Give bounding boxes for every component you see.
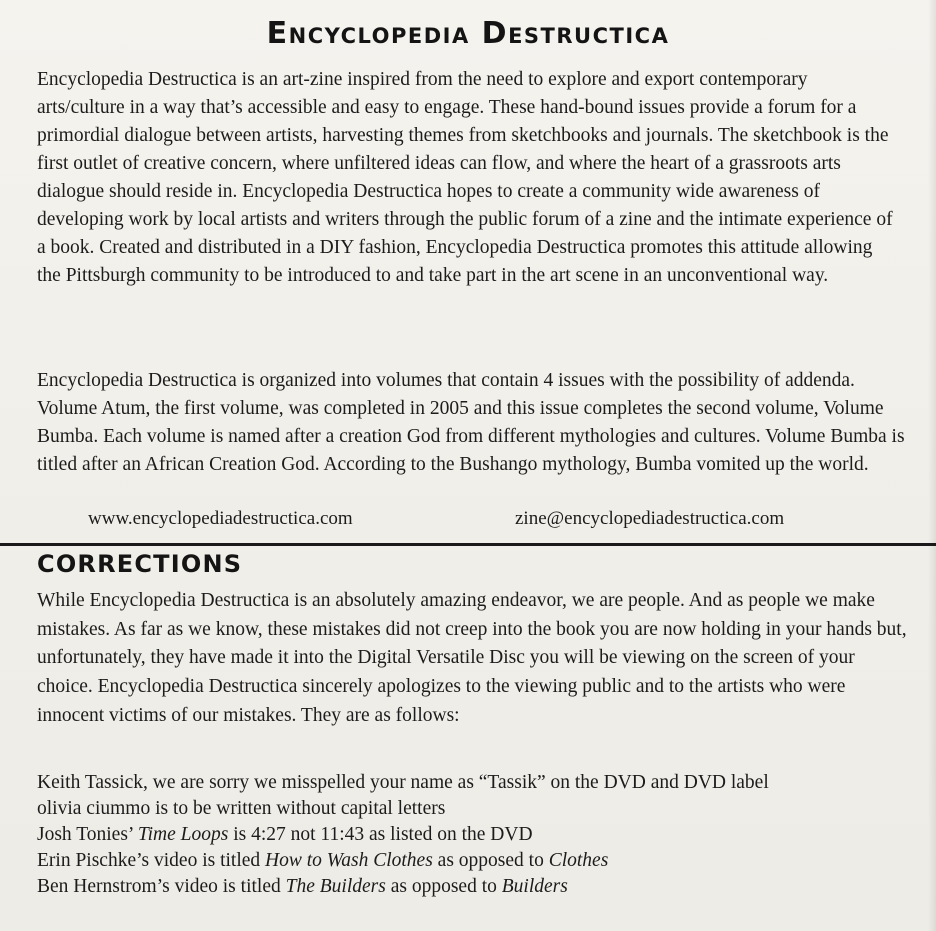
work-title: How to Wash Clothes	[265, 850, 433, 871]
corrections-body: While Encyclopedia Destructica is an absolutely amazing endeavor, we are people. And as people we make mistakes. As far as we know, these mistakes did not creep into the book you are now holding in your hands but, unfortunately, they have made it into the Digital Versatile Disc you will be viewing on the screen of your choice. Encyclopedia Destructica sincerely apologizes to the viewing public and to the artists who were innocent victims of our mistakes. They are as follows:	[37, 590, 907, 726]
email-link[interactable]: zine@encyclopediadestructica.com	[515, 508, 785, 529]
correction-item-tassick: Keith Tassick, we are sorry we misspelled your name as “Tassik” on the DVD and DVD label	[37, 772, 769, 793]
work-title: Time Loops	[137, 824, 229, 845]
work-title: The Builders	[285, 876, 386, 897]
correction-item-hernstrom	[37, 874, 917, 900]
section-divider	[0, 543, 936, 546]
correction-text: as opposed to	[432, 850, 549, 871]
correction-text: Josh Tonies’	[37, 824, 138, 845]
page-edge-shadow	[928, 0, 936, 931]
correction-item-pischke	[37, 848, 917, 874]
contact-line	[0, 508, 936, 536]
corrections-list	[37, 770, 917, 900]
wrong-title: Builders	[501, 876, 568, 897]
correction-text: is 4:27 not 11:43 as listed on the DVD	[228, 824, 533, 845]
correction-text: Erin Pischke’s video is titled	[37, 850, 266, 871]
correction-item-tonies	[37, 822, 917, 848]
intro-paragraph-1: Encyclopedia Destructica is an art-zine inspired from the need to explore and export contemporary arts/culture in a way that’s accessible and easy to engage. These hand-bound issues provide a forum for a primordial dialogue between artists, harvesting themes from sketchbooks and journals. The sketchbook is the first outlet of creative concern, where unfiltered ideas can flow, and where the heart of a grassroots arts dialogue should reside in. Encyclopedia Destructica hopes to create a community wide awareness of developing work by local artists and writers through the public forum of a zine and the intimate experience of a book. Created and distributed in a DIY fashion, Encyclopedia Destructica promotes this attitude allowing the Pittsburgh community to be introduced to and take part in the art scene in an unconventional way.	[37, 69, 893, 286]
page-title: Encyclopedia Destructica	[266, 16, 670, 51]
corrections-heading: CORRECTIONS	[37, 550, 243, 578]
intro-paragraph-2: Encyclopedia Destructica is organized into volumes that contain 4 issues with the possibility of addenda. Volume Atum, the first volume, was completed in 2005 and this issue completes the second volume, Volume Bumba. Each volume is named after a creation God from different mythologies and cultures. Volume Bumba is titled after an African Creation God. According to the Bushango mythology, Bumba vomited up the world.	[37, 370, 905, 475]
wrong-title: Clothes	[548, 850, 609, 871]
correction-text: Ben Hernstrom’s video is titled	[37, 876, 286, 897]
correction-text: as opposed to	[385, 876, 502, 897]
website-link[interactable]: www.encyclopediadestructica.com	[88, 508, 353, 529]
correction-item-ciummo: olivia ciummo is to be written without capital letters	[37, 798, 446, 819]
